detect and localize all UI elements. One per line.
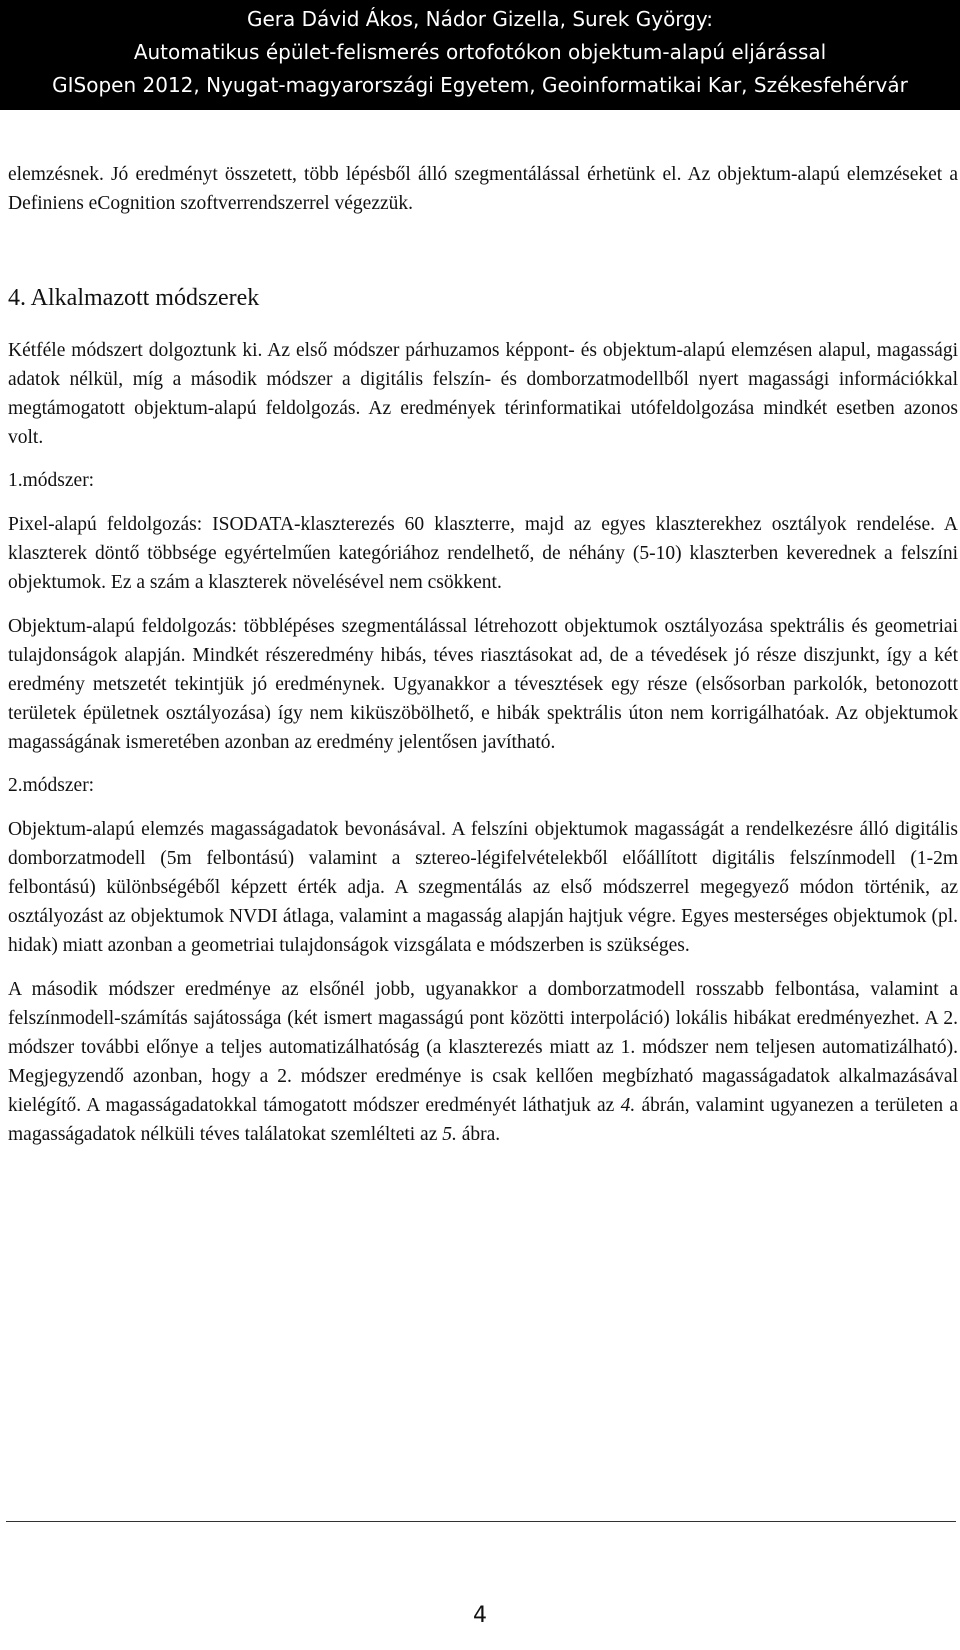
intro-continuation-paragraph: elemzésnek. Jó eredményt összetett, több lépésből álló szegmentálással érhetünk el. Az objektum-alapú elemzéseket a Definiens eCognition szoftverrendszerrel végezzük. [8,164,958,214]
page-number: 4 [473,1603,487,1628]
footer-divider [6,1521,956,1522]
comparison-text-part3: ábra. [456,1124,501,1145]
comparison-text-part2: ábrán, valamint ugyanezen a területen a magasságadatok nélküli téves találatokat szemlélteti az [8,1095,958,1145]
page-header [0,0,960,110]
header-title: Automatikus épület-felismerés ortofotókon objektum-alapú eljárással [133,40,827,64]
method1-object-paragraph: Objektum-alapú feldolgozás: többlépéses szegmentálással létrehozott objektumok osztályozása spektrális és geometriai tulajdonságok alapján. Mindkét részeredmény hibás, téves riasztásokat ad, de a tévedések jó része diszjunkt, így a két eredmény metszetét tekintjük jó eredménynek. Ugyanakkor a tévesztések egy része (elsősorban parkolók, betonozott területek épületnek osztályozása) így nem kiküszöbölhető, e hibák spektrális úton nem korrigálhatóak. Az objektumok magasságának ismeretében azonban az eredmény jelentősen javítható. [8,616,958,753]
page-body [8,160,958,1149]
method1-pixel-paragraph: Pixel-alapú feldolgozás: ISODATA-klaszterezés 60 klaszterre, majd az egyes klaszterekhez osztályok rendelése. A klaszterek döntő többsége egyértelműen kategóriához rendelhető, de néhány (5-10) klaszterben keverednek a felszíni objektumok. Ez a szám a klaszterek növelésével nem csökkent. [8,514,958,593]
header-conference: GISopen 2012, Nyugat-magyarországi Egyetem, Geoinformatikai Kar, Székesfehérvár [52,73,908,97]
figure-4-reference: 4. [620,1095,636,1116]
figure-5-reference: 5. [442,1124,457,1145]
comparison-paragraph [8,975,958,1149]
method2-label: 2.módszer: [8,775,95,796]
header-authors: Gera Dávid Ákos, Nádor Gizella, Surek György: [247,7,713,31]
method1-label: 1.módszer: [8,470,95,491]
methods-intro-paragraph: Kétféle módszert dolgoztunk ki. Az első módszer párhuzamos képpont- és objektum-alapú elemzésen alapul, magassági adatok nélkül, míg a második módszer a digitális felszín- és domborzatmodellből nyert magassági információkkal megtámogatott objektum-alapú feldolgozás. Az eredmények térinformatikai utófeldolgozása mindkét esetben azonos volt. [8,340,958,448]
method2-paragraph: Objektum-alapú elemzés magasságadatok bevonásával. A felszíni objektumok magasságát a rendelkezésre álló digitális domborzatmodell (5m felbontású) valamint a sztereo-légifelvételekből előállított digitális felszínmodell (1-2m felbontású) különbségéből képzett érték adja. A szegmentálás az első módszerrel megegyező módon történik, az osztályozást az objektumok NVDI átlaga, valamint a magasság alapján hajtjuk végre. Egyes mesterséges objektumok (pl. hidak) miatt azonban a geometriai tulajdonságok vizsgálata e módszerben is szükséges. [8,819,958,956]
section-heading: 4. Alkalmazott módszerek [8,285,260,311]
comparison-text-part1: A második módszer eredménye az elsőnél jobb, ugyanakkor a domborzatmodell rosszabb felbontása, valamint a felszínmodell-számítás sajátossága (két ismert magasságú pont közötti interpoláció) lokális hibákat eredményezhet. A 2. módszer további előnye a teljes automatizálhatóság (a klaszterezés miatt az 1. módszer nem teljesen automatizálható). Megjegyzendő azonban, hogy a 2. módszer eredménye is csak kellően megbízható magasságadatok alkalmazásával kielégítő. A magasságadatokkal támogatott módszer eredményét láthatjuk az [8,979,958,1116]
